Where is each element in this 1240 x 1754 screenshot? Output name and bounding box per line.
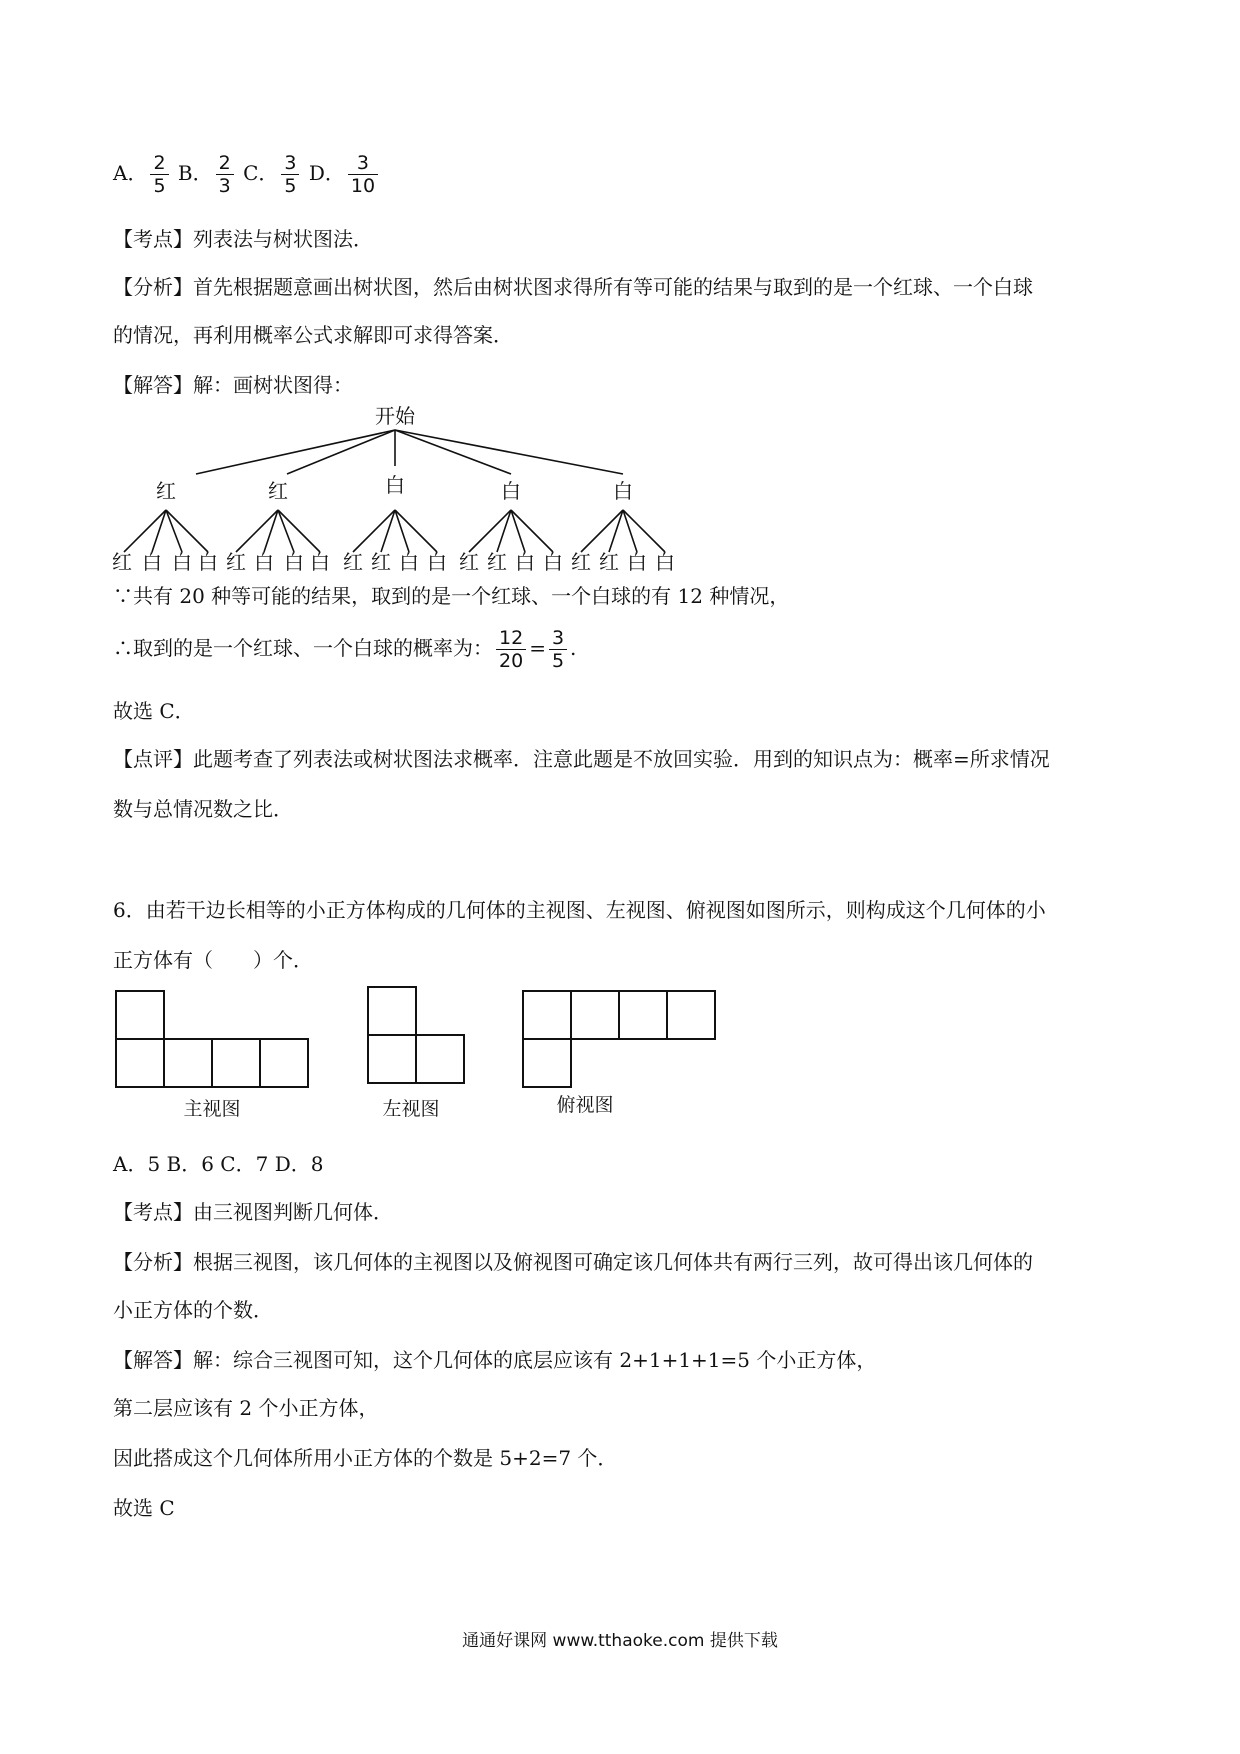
option-d-numerator: 3 (348, 152, 378, 175)
q5-jieda: 【解答】解：画树状图得： (113, 373, 353, 397)
q6-line3: 因此搭成这个几何体所用小正方体的个数是 5+2=7 个． (113, 1446, 618, 1470)
tree-leaf: 白 (399, 550, 419, 572)
tree-leaf: 红 (371, 550, 391, 572)
q5-dianping-line1: 【点评】此题考查了列表法或树状图法求概率．注意此题是不放回实验．用到的知识点为：概率=所求情况 (113, 747, 1050, 771)
option-a-fraction (150, 152, 168, 197)
tree-diagram (110, 400, 710, 572)
tree-leaf: 红 (459, 550, 479, 572)
fraction-numerator: 12 (496, 627, 526, 650)
tree-leaf: 白 (543, 550, 563, 572)
fraction-numerator: 3 (549, 627, 567, 650)
tree-leaf: 白 (198, 550, 218, 572)
option-c-label: C． (243, 161, 279, 185)
therefore-fraction-2 (549, 627, 567, 672)
q5-therefore (113, 627, 576, 672)
q6-fenxi-line1: 【分析】根据三视图，该几何体的主视图以及俯视图可确定该几何体共有两行三列，故可得出该几何体的 (113, 1250, 1033, 1274)
tree-leaf: 白 (427, 550, 447, 572)
q6-fenxi-line2: 小正方体的个数． (113, 1298, 273, 1322)
tree-leaf: 白 (627, 550, 647, 572)
three-views-figure (110, 983, 720, 1123)
option-d-label: D． (308, 161, 345, 185)
tree-branch-1: 红 (156, 479, 176, 503)
tree-leaf: 红 (487, 550, 507, 572)
option-b-label: B． (177, 161, 213, 185)
fraction-denominator: 20 (499, 650, 524, 672)
tree-branch-2: 红 (268, 479, 288, 503)
q5-because: ∵共有 20 种等可能的结果，取到的是一个红球、一个白球的有 12 种情况， (113, 584, 790, 608)
tree-leaf: 红 (343, 550, 363, 572)
tree-leaf: 白 (254, 550, 274, 572)
page-footer: 通通好课网 www.tthaoke.com 提供下载 (462, 1631, 778, 1651)
tree-leaf: 红 (599, 550, 619, 572)
option-d-denominator: 10 (350, 175, 376, 197)
q6-line2: 第二层应该有 2 个小正方体， (113, 1396, 379, 1420)
q6-options: A．5 B．6 C．7 D．8 (113, 1152, 324, 1176)
therefore-suffix: . (570, 636, 577, 660)
fraction-denominator: 5 (551, 650, 565, 672)
tree-root: 开始 (375, 404, 415, 428)
option-a-denominator: 5 (153, 175, 166, 197)
option-c-denominator: 5 (284, 175, 297, 197)
therefore-prefix: ∴取到的是一个红球、一个白球的概率为： (113, 636, 493, 660)
tree-leaf: 白 (172, 550, 192, 572)
option-c-fraction (281, 152, 299, 197)
tree-leaf: 红 (226, 550, 246, 572)
tree-leaf: 红 (112, 550, 132, 572)
tree-leaf: 白 (310, 550, 330, 572)
q5-dianping-line2: 数与总情况数之比． (113, 797, 293, 821)
option-a-numerator: 2 (150, 152, 168, 175)
therefore-equals: = (529, 636, 546, 660)
tree-leaf: 白 (284, 550, 304, 572)
option-b-fraction (216, 152, 234, 197)
tree-branch-4: 白 (501, 479, 521, 503)
therefore-fraction-1 (496, 627, 526, 672)
option-b-numerator: 2 (216, 152, 234, 175)
tree-branch-3: 白 (385, 473, 405, 497)
q6-stem-line1: 6．由若干边长相等的小正方体构成的几何体的主视图、左视图、俯视图如图所示，则构成这个几何体的小 (113, 898, 1046, 922)
q6-jieda: 【解答】解：综合三视图可知，这个几何体的底层应该有 2+1+1+1=5 个小正方体， (113, 1348, 877, 1372)
q6-kaodian: 【考点】由三视图判断几何体． (113, 1200, 393, 1224)
q5-fenxi-line1: 【分析】首先根据题意画出树状图，然后由树状图求得所有等可能的结果与取到的是一个红球、一个白球 (113, 275, 1033, 299)
q6-stem-line2: 正方体有（ ）个． (113, 948, 313, 972)
tree-leaf: 白 (655, 550, 675, 572)
left-view-label: 左视图 (382, 1098, 440, 1120)
option-b-denominator: 3 (218, 175, 231, 197)
tree-leaf: 白 (142, 550, 162, 572)
q5-fenxi-line2: 的情况，再利用概率公式求解即可求得答案． (113, 323, 513, 347)
q5-answer: 故选 C． (113, 699, 195, 723)
option-c-numerator: 3 (281, 152, 299, 175)
tree-leaf: 红 (571, 550, 591, 572)
q6-answer: 故选 C (113, 1496, 175, 1520)
top-view-label: 俯视图 (556, 1094, 614, 1116)
option-d-fraction (348, 152, 378, 197)
tree-leaf: 白 (515, 550, 535, 572)
q5-kaodian: 【考点】列表法与树状图法． (113, 227, 373, 251)
q5-options (113, 152, 381, 197)
front-view-label: 主视图 (183, 1098, 241, 1120)
tree-branch-5: 白 (613, 479, 633, 503)
option-a-label: A． (113, 161, 148, 185)
